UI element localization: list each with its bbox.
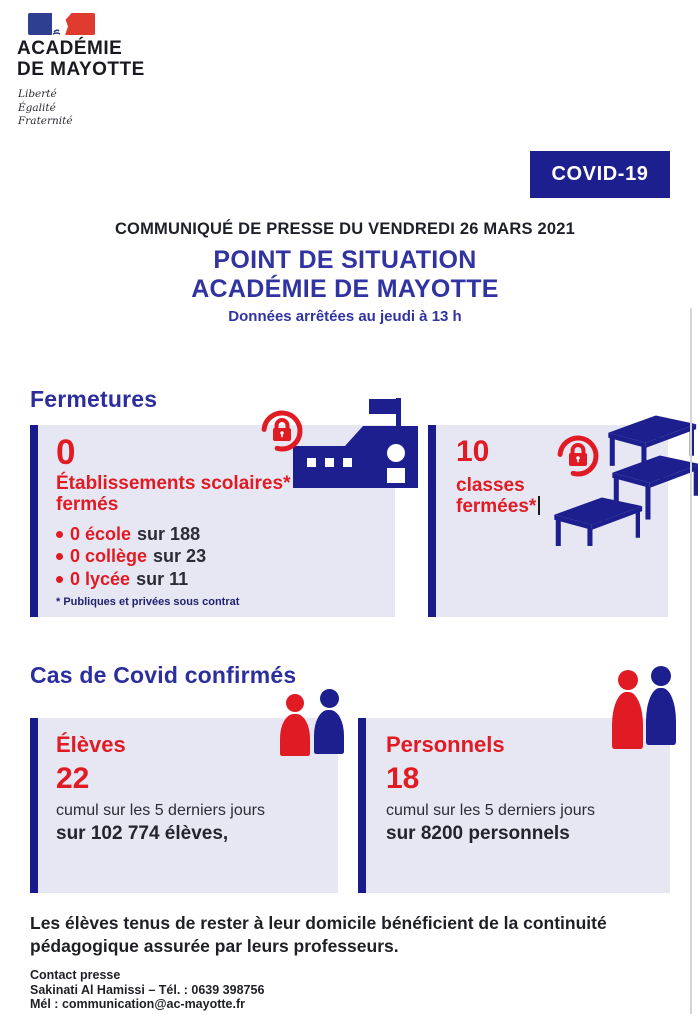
classes-label-line1: classes	[456, 475, 525, 496]
closure-stat-total: sur 23	[153, 546, 207, 567]
person-head	[651, 666, 671, 686]
person-torso	[314, 710, 344, 754]
etablissements-footnote: * Publiques et privées sous contrat	[56, 596, 240, 608]
lock-icon	[259, 408, 305, 454]
person-head	[618, 670, 638, 690]
person-torso	[646, 688, 676, 745]
page-title	[0, 246, 690, 304]
motto-line2: Égalité	[18, 101, 56, 114]
covid-badge-label: COVID-19	[551, 163, 649, 185]
motto-line1: Liberté	[18, 88, 57, 100]
eleves-count: 22	[56, 762, 90, 795]
closure-stat-total: sur 188	[137, 523, 201, 544]
continuity-note	[30, 912, 607, 958]
bullet-dot-icon	[56, 531, 63, 538]
bullet-dot-icon	[56, 576, 63, 583]
continuity-note-line2: pédagogique assurée par leurs professeurs.	[30, 936, 399, 956]
etablissements-count: 0	[56, 433, 76, 472]
person-head	[320, 689, 339, 708]
page-title-line1: POINT DE SITUATION	[213, 246, 477, 274]
personnels-title: Personnels	[386, 732, 505, 757]
page-title-line2: ACADÉMIE DE MAYOTTE	[191, 275, 499, 303]
etablissements-label-line2: fermés	[56, 494, 119, 515]
masthead	[0, 220, 690, 325]
motto-line3: Fraternité	[18, 115, 73, 127]
person-blue-icon	[646, 666, 676, 745]
closure-stat-row	[56, 568, 206, 591]
personnels-period-note: cumul sur les 5 derniers jours	[386, 802, 595, 819]
flag-blue-block	[28, 13, 52, 35]
eleves-title: Élèves	[56, 732, 126, 757]
classes-count: 10	[456, 435, 490, 468]
covid-19-badge	[530, 151, 670, 198]
marianne-profile-icon	[52, 13, 65, 35]
page-edge-line	[690, 308, 692, 1014]
closure-stat-highlight: 0 collège	[70, 546, 148, 567]
closure-stat-highlight: 0 école	[70, 523, 132, 544]
classes-label-line2-text: fermées*	[456, 496, 537, 517]
contact-email-line: Mél : communication@ac-mayotte.fr	[30, 997, 246, 1011]
classes-label-line2	[456, 496, 540, 517]
flag-red-block	[65, 13, 95, 35]
academy-name	[17, 38, 145, 80]
person-head	[286, 694, 304, 712]
closure-breakdown-list	[56, 523, 206, 591]
bullet-dot-icon	[56, 553, 63, 560]
eleves-period-note: cumul sur les 5 derniers jours	[56, 802, 265, 819]
republic-motto	[18, 88, 73, 129]
press-contact-block	[30, 968, 264, 1012]
text-cursor[interactable]	[538, 496, 540, 515]
closure-stat-highlight: 0 lycée	[70, 568, 131, 589]
data-cutoff-subtitle: Données arrêtées au jeudi à 13 h	[228, 308, 462, 325]
french-flag-icon	[28, 13, 95, 36]
lock-icon	[555, 433, 601, 479]
contact-heading: Contact presse	[30, 968, 121, 982]
etablissements-label-line1: Établissements scolaires*	[56, 473, 291, 494]
personnels-total-note: sur 8200 personnels	[386, 823, 570, 844]
academy-name-line1: ACADÉMIE	[17, 38, 123, 59]
section-heading-fermetures: Fermetures	[30, 386, 158, 412]
etablissements-label	[56, 473, 290, 515]
contact-phone-line: Sakinati Al Hamissi – Tél. : 0639 398756	[30, 982, 265, 997]
closure-stat-row	[56, 523, 206, 546]
person-torso	[280, 714, 310, 756]
person-red-icon	[280, 694, 310, 756]
person-blue-icon	[314, 689, 344, 754]
continuity-note-line1: Les élèves tenus de rester à leur domicile bénéficient de la continuité	[30, 913, 607, 933]
eleves-total-note: sur 102 774 élèves,	[56, 823, 229, 844]
academy-name-line2: DE MAYOTTE	[17, 59, 145, 80]
person-red-icon	[612, 670, 643, 749]
closure-stat-total: sur 11	[136, 568, 189, 589]
personnels-count: 18	[386, 762, 420, 795]
school-building-icon	[293, 396, 418, 489]
classes-label	[456, 475, 540, 517]
press-release-kicker: COMMUNIQUÉ DE PRESSE DU VENDREDI 26 MARS 2021	[114, 220, 576, 238]
person-torso	[612, 692, 643, 749]
section-heading-cas-covid: Cas de Covid confirmés	[30, 662, 297, 688]
closure-stat-row	[56, 546, 206, 569]
